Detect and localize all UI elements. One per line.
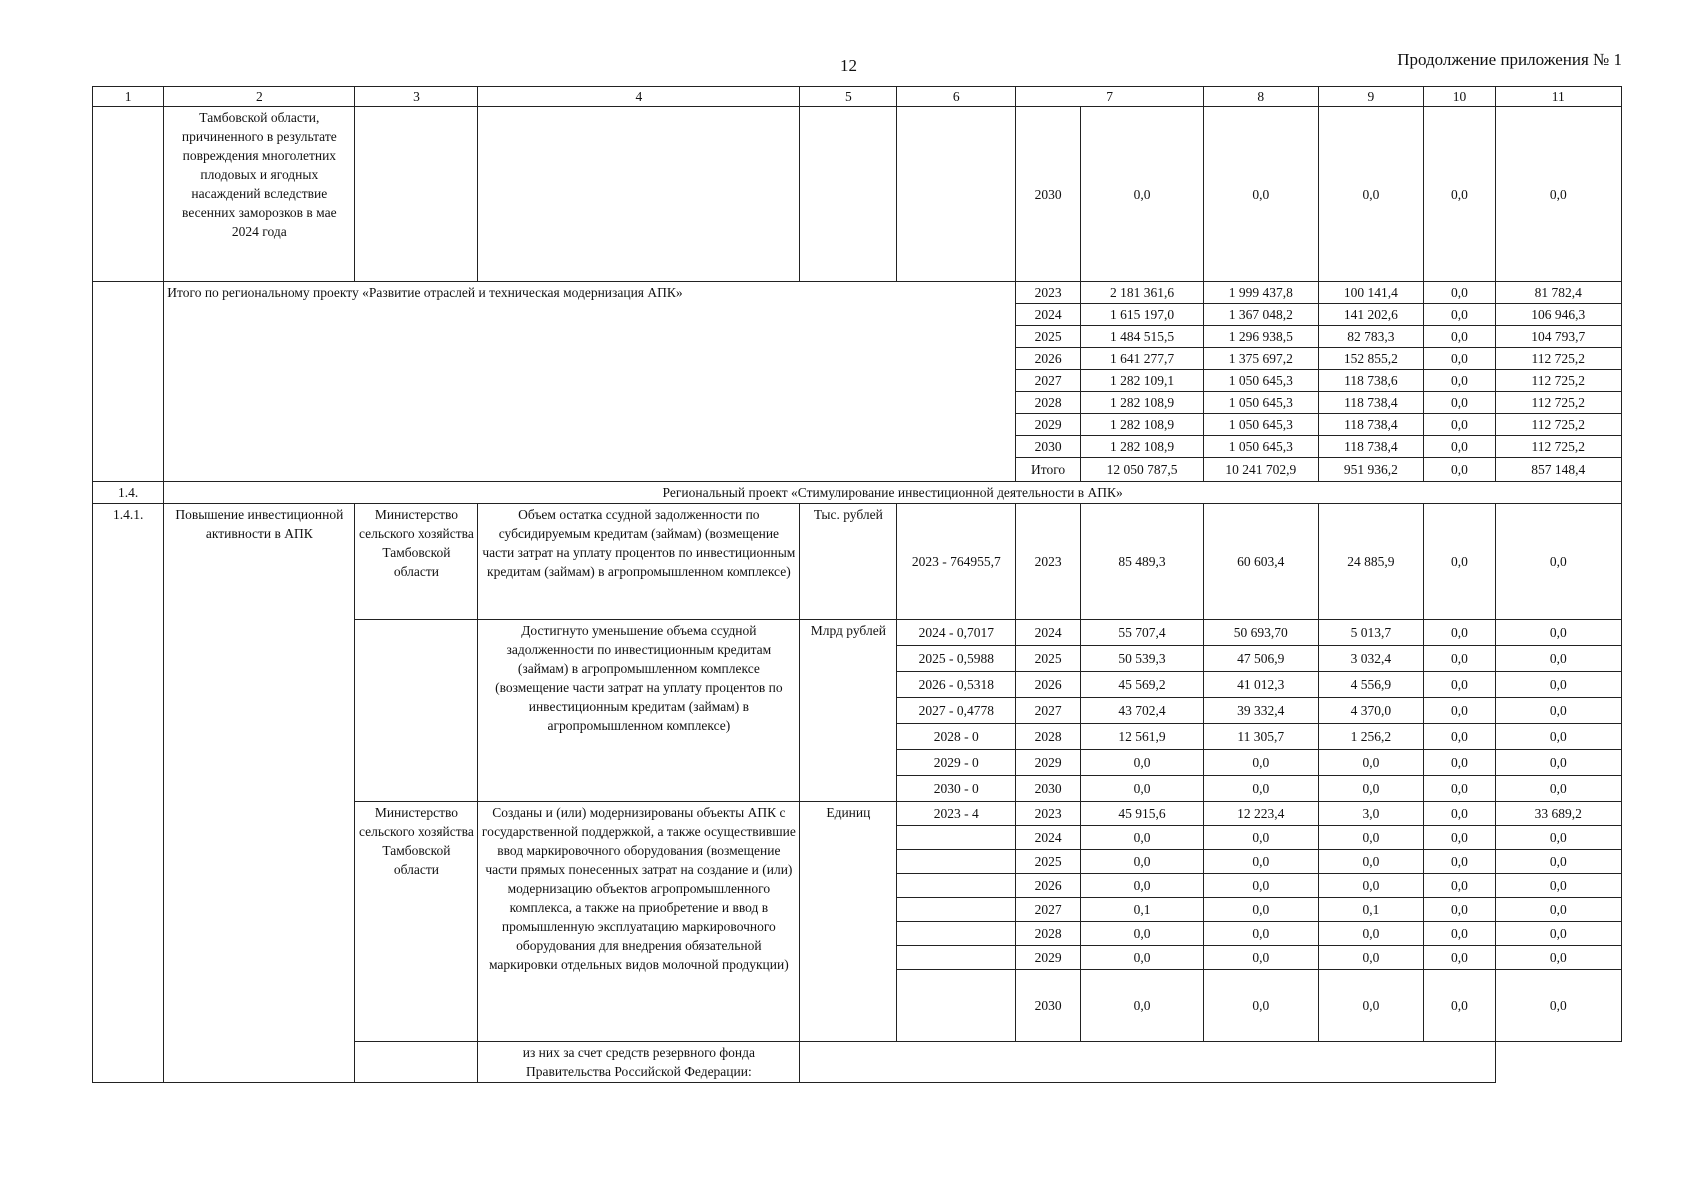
value-cell: 0,0	[1204, 946, 1318, 970]
value-cell: 0,0	[1204, 850, 1318, 874]
column-number: 6	[897, 87, 1016, 107]
value-cell: 0,0	[1080, 776, 1203, 802]
year-cell: 2023	[1016, 282, 1081, 304]
executor-cell: Министерство сельского хозяйства Тамбовской области	[355, 504, 478, 620]
value-cell: 0,0	[1318, 922, 1424, 946]
value-cell: 0,0	[1080, 107, 1203, 282]
indicator-cell: Достигнуто уменьшение объема ссудной задолженности по инвестиционным кредитам (займам) в агропромышленном комплексе (возмещение части затрат на уплату процентов по инвестиционным кредитам (займам) в агропромышленном комплексе)	[478, 620, 800, 802]
year-cell: 2028	[1016, 724, 1081, 750]
value-cell: 82 783,3	[1318, 326, 1424, 348]
value-cell: 1 641 277,7	[1080, 348, 1203, 370]
unit-cell: Тыс. рублей	[800, 504, 897, 620]
year-cell: 2024	[1016, 620, 1081, 646]
value-cell: 857 148,4	[1495, 458, 1621, 482]
indicator-cell: Созданы и (или) модернизированы объекты АПК с государственной поддержкой, а также осуществившие ввод маркировочного оборудования (возмещение части прямых понесенных затрат на создание и (или) модернизацию объектов агропромышленного комплекса, а также на приобретение и ввод в промышленную эксплуатацию маркировочного оборудования для внедрения обязательной маркировки отдельных видов молочной продукции)	[478, 802, 800, 1042]
value-cell: 0,0	[1424, 850, 1495, 874]
value-cell: 45 915,6	[1080, 802, 1203, 826]
value-cell: 0,0	[1424, 724, 1495, 750]
value-cell: 0,0	[1204, 874, 1318, 898]
year-cell: 2029	[1016, 750, 1081, 776]
value-cell: 141 202,6	[1318, 304, 1424, 326]
value-cell: 10 241 702,9	[1204, 458, 1318, 482]
value-cell: 50 539,3	[1080, 646, 1203, 672]
year-cell: 2027	[1016, 370, 1081, 392]
year-cell: 2023	[1016, 504, 1081, 620]
value-cell: 0,0	[1424, 370, 1495, 392]
column-number: 10	[1424, 87, 1495, 107]
target-cell	[897, 898, 1016, 922]
value-cell: 0,0	[1424, 458, 1495, 482]
year-cell: 2027	[1016, 698, 1081, 724]
value-cell: 4 556,9	[1318, 672, 1424, 698]
value-cell: 0,0	[1424, 946, 1495, 970]
column-number: 9	[1318, 87, 1424, 107]
column-number: 2	[164, 87, 355, 107]
value-cell: 0,0	[1424, 698, 1495, 724]
value-cell: 0,0	[1424, 898, 1495, 922]
value-cell: 1 050 645,3	[1204, 392, 1318, 414]
budget-table	[92, 86, 1622, 1083]
value-cell: 11 305,7	[1204, 724, 1318, 750]
value-cell: 0,0	[1495, 646, 1621, 672]
value-cell: 0,0	[1495, 970, 1621, 1042]
value-cell: 0,0	[1424, 107, 1495, 282]
value-cell: 0,0	[1318, 850, 1424, 874]
target-cell	[897, 874, 1016, 898]
value-cell: 60 603,4	[1204, 504, 1318, 620]
value-cell: 0,0	[1204, 107, 1318, 282]
value-cell: 0,0	[1424, 874, 1495, 898]
target-cell: 2023 - 764955,7	[897, 504, 1016, 620]
value-cell: 0,0	[1495, 850, 1621, 874]
year-cell: 2025	[1016, 850, 1081, 874]
value-cell: 118 738,6	[1318, 370, 1424, 392]
value-cell: 1 256,2	[1318, 724, 1424, 750]
value-cell: 3 032,4	[1318, 646, 1424, 672]
value-cell: 45 569,2	[1080, 672, 1203, 698]
value-cell: 118 738,4	[1318, 414, 1424, 436]
value-cell: 106 946,3	[1495, 304, 1621, 326]
year-cell: 2024	[1016, 826, 1081, 850]
value-cell: 0,0	[1424, 304, 1495, 326]
year-cell: 2030	[1016, 776, 1081, 802]
table-cell	[800, 107, 897, 282]
target-cell	[897, 850, 1016, 874]
value-cell: 0,0	[1424, 414, 1495, 436]
target-cell: 2027 - 0,4778	[897, 698, 1016, 724]
unit-cell: Единиц	[800, 802, 897, 1042]
year-cell: 2025	[1016, 646, 1081, 672]
table-cell	[478, 107, 800, 282]
value-cell: 0,0	[1204, 776, 1318, 802]
value-cell: 0,0	[1424, 672, 1495, 698]
total-label: Итого по региональному проекту «Развитие отраслей и техническая модернизация АПК»	[164, 282, 1016, 482]
item-name: Повышение инвестиционной активности в АПК	[164, 504, 355, 1083]
continuation-note: Продолжение приложения № 1	[1397, 50, 1622, 69]
executor-cell	[355, 1042, 478, 1083]
year-cell: 2029	[1016, 946, 1081, 970]
target-cell	[897, 826, 1016, 850]
value-cell: 0,0	[1495, 107, 1621, 282]
value-cell: 0,0	[1424, 922, 1495, 946]
value-cell: 41 012,3	[1204, 672, 1318, 698]
section-title: Региональный проект «Стимулирование инвестиционной деятельности в АПК»	[164, 482, 1622, 504]
value-cell: 0,0	[1495, 750, 1621, 776]
value-cell: 0,0	[1424, 970, 1495, 1042]
column-numbers-row	[93, 87, 1622, 107]
year-cell: 2024	[1016, 304, 1081, 326]
value-cell: 12 223,4	[1204, 802, 1318, 826]
value-cell: 100 141,4	[1318, 282, 1424, 304]
year-cell: 2027	[1016, 898, 1081, 922]
value-cell: 951 936,2	[1318, 458, 1424, 482]
value-cell: 0,0	[1495, 672, 1621, 698]
value-cell: 0,0	[1495, 620, 1621, 646]
value-cell: 0,0	[1495, 698, 1621, 724]
column-number: 3	[355, 87, 478, 107]
year-cell: 2026	[1016, 874, 1081, 898]
year-cell: 2026	[1016, 348, 1081, 370]
value-cell: 5 013,7	[1318, 620, 1424, 646]
value-cell: 1 282 108,9	[1080, 392, 1203, 414]
value-cell: 0,0	[1495, 898, 1621, 922]
value-cell: 0,0	[1424, 504, 1495, 620]
page-number: 12	[840, 56, 857, 75]
value-cell: 0,0	[1204, 750, 1318, 776]
value-cell: 0,0	[1318, 750, 1424, 776]
indicator-row	[93, 504, 1622, 620]
year-cell: 2028	[1016, 392, 1081, 414]
target-cell: 2023 - 4	[897, 802, 1016, 826]
value-cell: 0,0	[1424, 326, 1495, 348]
value-cell: 1 615 197,0	[1080, 304, 1203, 326]
value-cell: 0,0	[1204, 826, 1318, 850]
unit-cell: Млрд рублей	[800, 620, 897, 802]
value-cell: 0,0	[1424, 776, 1495, 802]
table-body	[93, 87, 1622, 1083]
column-number: 1	[93, 87, 164, 107]
column-number: 5	[800, 87, 897, 107]
year-cell: 2030	[1016, 970, 1081, 1042]
value-cell: 1 296 938,5	[1204, 326, 1318, 348]
item-number: 1.4.1.	[93, 504, 164, 1083]
target-cell: 2028 - 0	[897, 724, 1016, 750]
year-cell: 2025	[1016, 326, 1081, 348]
year-cell: 2026	[1016, 672, 1081, 698]
value-cell: 0,0	[1318, 826, 1424, 850]
table-cell	[897, 107, 1016, 282]
value-cell: 0,0	[1080, 750, 1203, 776]
value-cell: 47 506,9	[1204, 646, 1318, 672]
value-cell: 55 707,4	[1080, 620, 1203, 646]
column-number: 4	[478, 87, 800, 107]
value-cell: 50 693,70	[1204, 620, 1318, 646]
year-cell: 2030	[1016, 107, 1081, 282]
value-cell: 0,0	[1424, 436, 1495, 458]
value-cell: 1 999 437,8	[1204, 282, 1318, 304]
value-cell: 0,0	[1318, 970, 1424, 1042]
value-cell: 118 738,4	[1318, 392, 1424, 414]
value-cell: 0,0	[1318, 107, 1424, 282]
value-cell: 1 484 515,5	[1080, 326, 1203, 348]
value-cell: 0,0	[1495, 826, 1621, 850]
value-cell: 0,0	[1204, 922, 1318, 946]
value-cell: 1 282 108,9	[1080, 414, 1203, 436]
value-cell: 0,0	[1204, 970, 1318, 1042]
value-cell: 81 782,4	[1495, 282, 1621, 304]
value-cell: 0,0	[1080, 826, 1203, 850]
value-cell: 0,0	[1424, 802, 1495, 826]
value-cell: 0,0	[1424, 826, 1495, 850]
target-cell	[897, 922, 1016, 946]
value-cell: 0,0	[1495, 724, 1621, 750]
value-cell: 0,0	[1318, 874, 1424, 898]
reserve-note: из них за счет средств резервного фонда Правительства Российской Федерации:	[478, 1042, 800, 1083]
section-number: 1.4.	[93, 482, 164, 504]
section-row	[93, 482, 1622, 504]
value-cell: 0,0	[1080, 946, 1203, 970]
year-cell: 2029	[1016, 414, 1081, 436]
value-cell: 0,0	[1424, 348, 1495, 370]
value-cell: 0,0	[1495, 946, 1621, 970]
value-cell: 112 725,2	[1495, 392, 1621, 414]
executor-cell: Министерство сельского хозяйства Тамбовской области	[355, 802, 478, 1042]
executor-cell	[355, 620, 478, 802]
value-cell: 0,1	[1080, 898, 1203, 922]
target-cell	[897, 970, 1016, 1042]
value-cell: 0,0	[1495, 504, 1621, 620]
target-cell: 2026 - 0,5318	[897, 672, 1016, 698]
value-cell: 0,0	[1495, 922, 1621, 946]
year-cell: 2023	[1016, 802, 1081, 826]
indicator-cell: Объем остатка ссудной задолженности по субсидируемым кредитам (займам) (возмещение части затрат на уплату процентов по инвестиционным кредитам (займам) в агропромышленном комплексе)	[478, 504, 800, 620]
value-cell: 12 561,9	[1080, 724, 1203, 750]
value-cell: 0,0	[1318, 776, 1424, 802]
value-cell: 0,0	[1080, 922, 1203, 946]
target-cell: 2024 - 0,7017	[897, 620, 1016, 646]
value-cell: 43 702,4	[1080, 698, 1203, 724]
table-cell	[355, 107, 478, 282]
target-cell: 2025 - 0,5988	[897, 646, 1016, 672]
value-cell: 104 793,7	[1495, 326, 1621, 348]
column-number: 8	[1204, 87, 1318, 107]
value-cell: 1 282 108,9	[1080, 436, 1203, 458]
fragment-row	[93, 107, 1622, 282]
value-cell: 112 725,2	[1495, 348, 1621, 370]
value-cell: 4 370,0	[1318, 698, 1424, 724]
value-cell: 12 050 787,5	[1080, 458, 1203, 482]
value-cell: 0,0	[1495, 874, 1621, 898]
value-cell: 0,0	[1424, 620, 1495, 646]
value-cell: 0,0	[1080, 970, 1203, 1042]
value-cell: 0,0	[1424, 646, 1495, 672]
target-cell: 2030 - 0	[897, 776, 1016, 802]
value-cell: 1 050 645,3	[1204, 414, 1318, 436]
value-cell: 1 050 645,3	[1204, 370, 1318, 392]
number-cell	[93, 107, 164, 282]
fragment-text: Тамбовской области, причиненного в результате повреждения многолетних плодовых и ягодных насаждений вследствие весенних заморозков в мае 2024 года	[164, 107, 355, 282]
value-cell: 33 689,2	[1495, 802, 1621, 826]
value-cell: 3,0	[1318, 802, 1424, 826]
value-cell: 1 375 697,2	[1204, 348, 1318, 370]
number-cell	[93, 282, 164, 482]
value-cell: 39 332,4	[1204, 698, 1318, 724]
year-cell: 2030	[1016, 436, 1081, 458]
value-cell: 85 489,3	[1080, 504, 1203, 620]
value-cell: 1 050 645,3	[1204, 436, 1318, 458]
empty-cell	[800, 1042, 1495, 1083]
value-cell: 2 181 361,6	[1080, 282, 1203, 304]
value-cell: 112 725,2	[1495, 414, 1621, 436]
column-number: 7	[1016, 87, 1204, 107]
value-cell: 1 282 109,1	[1080, 370, 1203, 392]
value-cell: 24 885,9	[1318, 504, 1424, 620]
target-cell: 2029 - 0	[897, 750, 1016, 776]
value-cell: 0,0	[1424, 750, 1495, 776]
value-cell: 0,0	[1424, 282, 1495, 304]
value-cell: 0,0	[1495, 776, 1621, 802]
value-cell: 1 367 048,2	[1204, 304, 1318, 326]
target-cell	[897, 946, 1016, 970]
value-cell: 112 725,2	[1495, 370, 1621, 392]
year-cell: 2028	[1016, 922, 1081, 946]
total-row	[93, 282, 1622, 304]
year-cell: Итого	[1016, 458, 1081, 482]
value-cell: 152 855,2	[1318, 348, 1424, 370]
value-cell: 0,0	[1318, 946, 1424, 970]
value-cell: 0,0	[1424, 392, 1495, 414]
value-cell: 112 725,2	[1495, 436, 1621, 458]
value-cell: 0,0	[1080, 850, 1203, 874]
value-cell: 0,0	[1080, 874, 1203, 898]
value-cell: 0,0	[1204, 898, 1318, 922]
value-cell: 0,1	[1318, 898, 1424, 922]
value-cell: 118 738,4	[1318, 436, 1424, 458]
column-number: 11	[1495, 87, 1621, 107]
